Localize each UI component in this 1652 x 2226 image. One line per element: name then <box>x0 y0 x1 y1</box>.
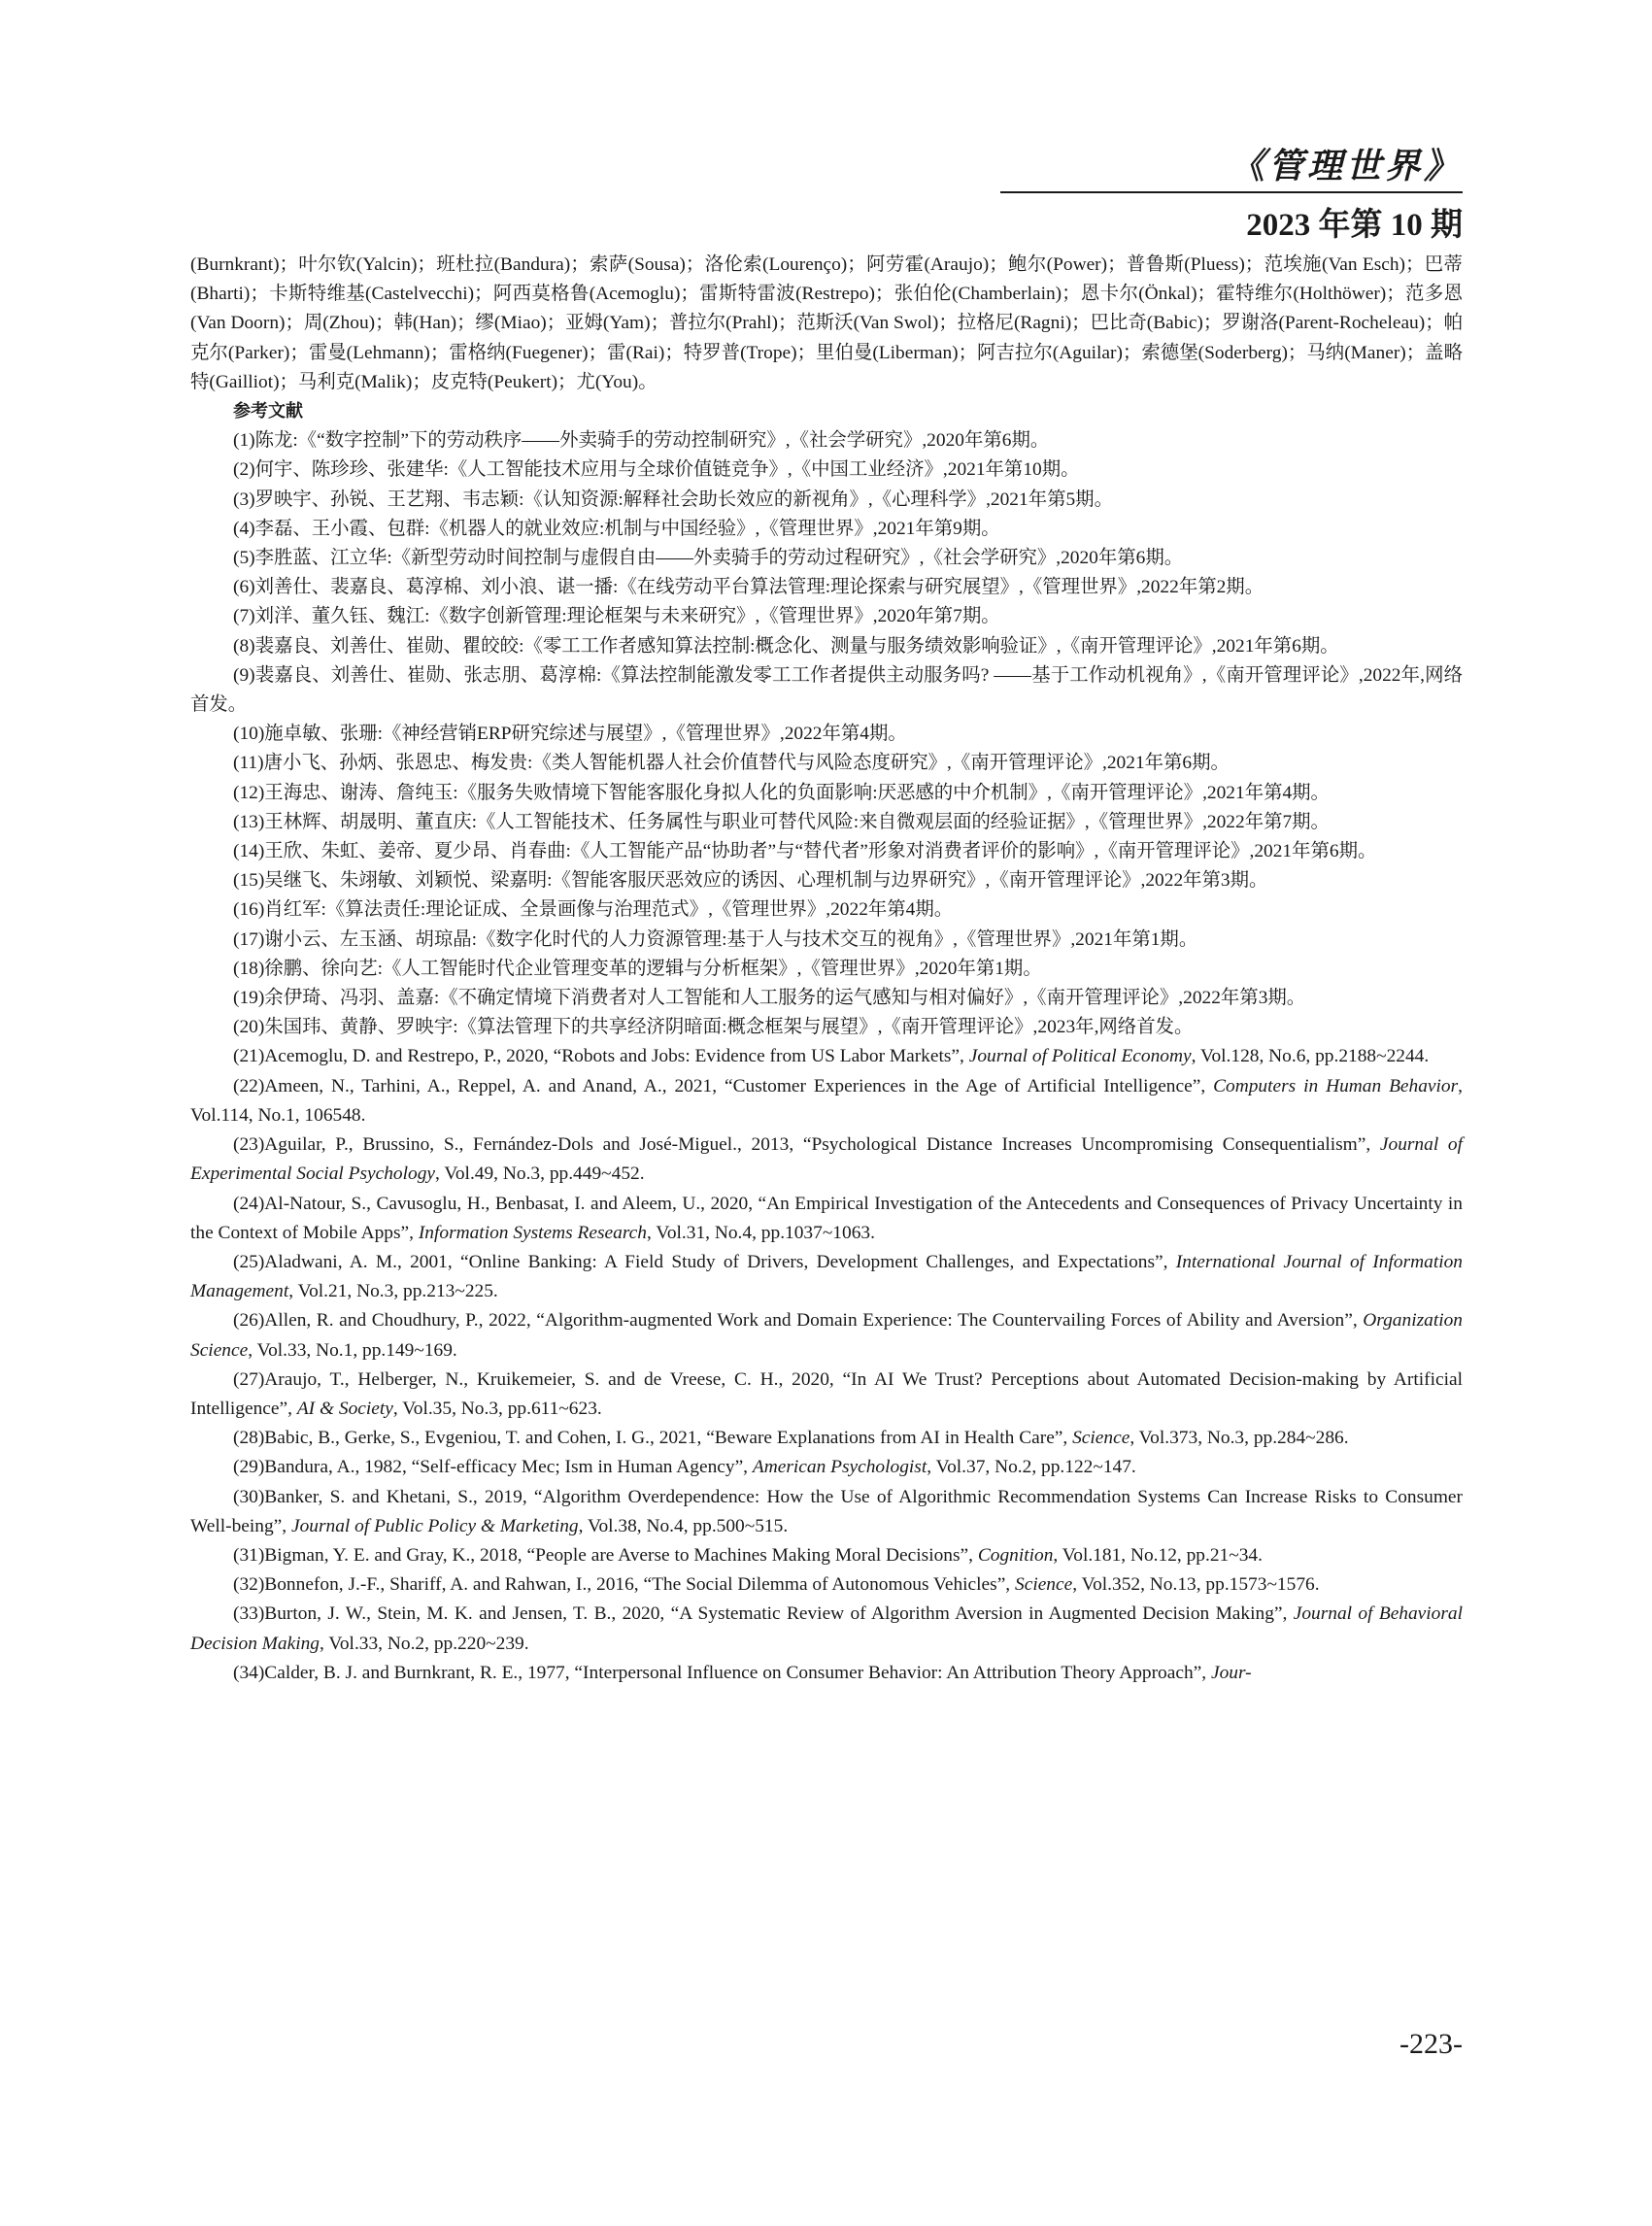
reference-text: (31)Bigman, Y. E. and Gray, K., 2018, “People are Averse to Machines Making Moral Decisions”, <box>233 1544 978 1566</box>
reference-details: , Vol.37, No.2, pp.122~147. <box>927 1457 1136 1478</box>
reference-journal: Science <box>1072 1428 1130 1449</box>
reference-journal: Organization Science <box>190 1310 1463 1361</box>
reference-item <box>190 1366 1463 1424</box>
reference-item <box>190 1453 1463 1482</box>
reference-text: (1)陈龙:《“数字控制”下的劳动秩序——外卖骑手的劳动控制研究》,《社会学研究》,2020年第6期。 <box>233 430 1050 452</box>
reference-item <box>190 1130 1463 1189</box>
reference-item <box>190 632 1463 661</box>
header-rule <box>1000 191 1463 193</box>
reference-text: (21)Acemoglu, D. and Restrepo, P., 2020, “Robots and Jobs: Evidence from US Labor Markets”, <box>233 1046 969 1067</box>
reference-text: (2)何宇、陈珍珍、张建华:《人工智能技术应用与全球价值链竞争》,《中国工业经济》,2021年第10期。 <box>233 459 1080 481</box>
reference-item <box>190 955 1463 984</box>
reference-text: (26)Allen, R. and Choudhury, P., 2022, “Algorithm-augmented Work and Domain Experience: The Countervailing Forces of Ability and Aversion”, <box>233 1310 1364 1332</box>
reference-item <box>190 544 1463 573</box>
reference-details: , Vol.352, No.13, pp.1573~1576. <box>1072 1574 1320 1596</box>
reference-item <box>190 426 1463 455</box>
reference-text: (34)Calder, B. J. and Burnkrant, R. E., 1977, “Interpersonal Influence on Consumer Behavior: An Attribution Theory Approach”, <box>233 1662 1211 1683</box>
reference-text: (12)王海忠、谢涛、詹纯玉:《服务失败情境下智能客服化身拟人化的负面影响:厌恶感的中介机制》,《南开管理评论》,2021年第4期。 <box>233 782 1330 803</box>
reference-item <box>190 573 1463 602</box>
reference-item <box>190 1483 1463 1541</box>
reference-item <box>190 1042 1463 1071</box>
reference-item <box>190 1570 1463 1600</box>
reference-details: , Vol.38, No.4, pp.500~515. <box>578 1515 789 1536</box>
reference-text: (13)王林辉、胡晟明、董直庆:《人工智能技术、任务属性与职业可替代风险:来自微观层面的经验证据》,《管理世界》,2022年第7期。 <box>233 811 1330 832</box>
reference-item <box>190 1306 1463 1365</box>
reference-journal: International Journal of Information Management <box>190 1251 1463 1302</box>
reference-item <box>190 1659 1463 1688</box>
reference-journal: Science <box>1015 1574 1073 1596</box>
reference-details: , Vol.128, No.6, pp.2188~2244. <box>1191 1046 1430 1067</box>
reference-item <box>190 455 1463 485</box>
reference-details: , Vol.33, No.1, pp.149~169. <box>248 1339 457 1361</box>
reference-journal: Jour- <box>1210 1662 1252 1683</box>
reference-text: (27)Araujo, T., Helberger, N., Kruikemeier, S. and de Vreese, C. H., 2020, “In AI We Trust? Perceptions about Automated Decision-making by Artificial Intelligence”, <box>190 1368 1463 1419</box>
reference-details: , Vol.114, No.1, 106548. <box>190 1075 1463 1126</box>
reference-item <box>190 602 1463 631</box>
reference-item <box>190 926 1463 955</box>
reference-text: (7)刘洋、董久钰、魏江:《数字创新管理:理论框架与未来研究》,《管理世界》,2020年第7期。 <box>233 606 1000 627</box>
reference-text: (24)Al-Natour, S., Cavusoglu, H., Benbasat, I. and Aleem, U., 2020, “An Empirical Investigation of the Antecedents and Consequences of Privacy Uncertainty in the Context of Mobile Apps”, <box>190 1193 1463 1243</box>
reference-details: , Vol.181, No.12, pp.21~34. <box>1053 1544 1263 1566</box>
reference-details: , Vol.35, No.3, pp.611~623. <box>392 1398 602 1419</box>
page-content <box>190 251 1463 1688</box>
reference-details: , Vol.33, No.2, pp.220~239. <box>320 1633 529 1654</box>
reference-text: (8)裴嘉良、刘善仕、崔勋、瞿皎皎:《零工工作者感知算法控制:概念化、测量与服务绩效影响验证》,《南开管理评论》,2021年第6期。 <box>233 635 1339 657</box>
reference-text: (30)Banker, S. and Khetani, S., 2019, “Algorithm Overdependence: How the Use of Algorithmic Recommendation Systems Can Increase Risks to Consumer Well-being”, <box>190 1486 1463 1536</box>
reference-item <box>190 1600 1463 1658</box>
reference-item <box>190 720 1463 749</box>
reference-journal: Cognition <box>977 1544 1054 1566</box>
reference-text: (22)Ameen, N., Tarhini, A., Reppel, A. and Anand, A., 2021, “Customer Experiences in the Age of Artificial Intelligence”, <box>233 1075 1214 1096</box>
reference-text: (19)余伊琦、冯羽、盖嘉:《不确定情境下消费者对人工智能和人工服务的运气感知与相对偏好》,《南开管理评论》,2022年第3期。 <box>233 988 1306 1009</box>
reference-journal: Journal of Public Policy & Marketing <box>290 1515 579 1536</box>
reference-item <box>190 1248 1463 1306</box>
reference-item <box>190 808 1463 837</box>
reference-text: (6)刘善仕、裴嘉良、葛淳棉、刘小浪、谌一播:《在线劳动平台算法管理:理论探索与研究展望》,《管理世界》,2022年第2期。 <box>233 577 1264 598</box>
reference-journal: Information Systems Research <box>418 1222 647 1243</box>
reference-text: (11)唐小飞、孙炳、张恩忠、梅发贵:《类人智能机器人社会价值替代与风险态度研究》,《南开管理评论》,2021年第6期。 <box>233 753 1230 774</box>
reference-journal: Journal of Political Economy <box>968 1046 1192 1067</box>
reference-item <box>190 1072 1463 1130</box>
reference-item <box>190 779 1463 808</box>
reference-details: , Vol.49, No.3, pp.449~452. <box>435 1164 645 1185</box>
reference-item <box>190 866 1463 895</box>
reference-text: (25)Aladwani, A. M., 2001, “Online Banking: A Field Study of Drivers, Development Challenges, and Expectations”, <box>233 1251 1176 1272</box>
reference-text: (10)施卓敏、张珊:《神经营销ERP研究综述与展望》,《管理世界》,2022年第4期。 <box>233 724 907 745</box>
reference-journal: Journal of Experimental Social Psychology <box>190 1134 1463 1185</box>
references-heading: 参考文献 <box>233 401 303 422</box>
reference-details: , Vol.21, No.3, pp.213~225. <box>288 1281 498 1302</box>
reference-details: , Vol.31, No.4, pp.1037~1063. <box>647 1222 875 1243</box>
reference-item <box>190 837 1463 866</box>
reference-journal: American Psychologist <box>752 1457 927 1478</box>
reference-item <box>190 661 1463 720</box>
reference-text: (16)肖红军:《算法责任:理论证成、全景画像与治理范式》,《管理世界》,2022年第4期。 <box>233 899 954 921</box>
reference-item <box>190 1190 1463 1248</box>
reference-text: (29)Bandura, A., 1982, “Self-efficacy Mec; Ism in Human Agency”, <box>233 1457 753 1478</box>
reference-item <box>190 1541 1463 1570</box>
reference-text: (4)李磊、王小霞、包群:《机器人的就业效应:机制与中国经验》,《管理世界》,2021年第9期。 <box>233 518 1000 539</box>
reference-text: (32)Bonnefon, J.-F., Shariff, A. and Rahwan, I., 2016, “The Social Dilemma of Autonomous Vehicles”, <box>233 1574 1016 1596</box>
reference-text: (9)裴嘉良、刘善仕、崔勋、张志朋、葛淳棉:《算法控制能激发零工工作者提供主动服务吗? ——基于工作动机视角》,《南开管理评论》,2022年,网络首发。 <box>190 664 1463 716</box>
reference-text: (17)谢小云、左玉涵、胡琼晶:《数字化时代的人力资源管理:基于人与技术交互的视角》,《管理世界》,2021年第1期。 <box>233 928 1198 950</box>
reference-text: (14)王欣、朱虹、姜帝、夏少昂、肖春曲:《人工智能产品“协助者”与“替代者”形象对消费者评价的影响》,《南开管理评论》,2021年第6期。 <box>233 841 1377 862</box>
reference-text: (15)吴继飞、朱翊敏、刘颖悦、梁嘉明:《智能客服厌恶效应的诱因、心理机制与边界研究》,《南开管理评论》,2022年第3期。 <box>233 870 1268 892</box>
reference-text: (33)Burton, J. W., Stein, M. K. and Jensen, T. B., 2020, “A Systematic Review of Algorithm Aversion in Augmented Decision Making”, <box>233 1603 1294 1625</box>
reference-item <box>190 895 1463 925</box>
reference-journal: AI & Society <box>296 1398 393 1419</box>
reference-journal: Journal of Behavioral Decision Making <box>190 1603 1464 1654</box>
journal-name: 《管理世界》 <box>1229 147 1463 186</box>
reference-text: (3)罗映宇、孙锐、王艺翔、韦志颖:《认知资源:解释社会助长效应的新视角》,《心理科学》,2021年第5期。 <box>233 489 1113 510</box>
reference-journal: Computers in Human Behavior <box>1213 1075 1459 1096</box>
reference-text: (18)徐鹏、徐向艺:《人工智能时代企业管理变革的逻辑与分析框架》,《管理世界》,2020年第1期。 <box>233 958 1042 979</box>
reference-details: , Vol.373, No.3, pp.284~286. <box>1129 1428 1349 1449</box>
names-paragraph: (Burnkrant)；叶尔钦(Yalcin)；班杜拉(Bandura)；索萨(Sousa)；洛伦索(Lourenço)；阿劳霍(Araujo)；鲍尔(Power)；普鲁斯(Pluess)；范埃施(Van Esch)；巴蒂(Bharti)；卡斯特维基(Castelvecchi)；阿西莫格鲁(Acemoglu)；雷斯特雷波(Restrepo)；张伯伦(Chamberlain)；恩卡尔(Önkal)；霍特维尔(Holthöwer)；范多恩(Van Doorn)；周(Zhou)；韩(Han)；缪(Miao)；亚姆(Yam)；普拉尔(Prahl)；范斯沃(Van Swol)；拉格尼(Ragni)；巴比奇(Babic)；罗谢洛(Parent-Rocheleau)；帕克尔(Parker)；雷曼(Lehmann)；雷格纳(Fuegener)；雷(Rai)；特罗普(Trope)；里伯曼(Liberman)；阿吉拉尔(Aguilar)；索德堡(Soderberg)；马纳(Maner)；盖略特(Gailliot)；马利克(Malik)；皮克特(Peukert)；尤(You)。 <box>190 254 1463 392</box>
reference-item <box>190 1424 1463 1453</box>
issue-number: 2023 年第 10 期 <box>1246 208 1463 243</box>
page-number: -223- <box>1399 2028 1463 2060</box>
reference-item <box>190 1013 1463 1042</box>
reference-text: (20)朱国玮、黄静、罗映宇:《算法管理下的共享经济阴暗面:概念框架与展望》,《南开管理评论》,2023年,网络首发。 <box>233 1017 1194 1038</box>
reference-item <box>190 749 1463 778</box>
reference-item <box>190 984 1463 1013</box>
reference-text: (23)Aguilar, P., Brussino, S., Fernández-Dols and José-Miguel., 2013, “Psychological Distance Increases Uncompromising Consequentialism”, <box>233 1134 1380 1156</box>
reference-text: (28)Babic, B., Gerke, S., Evgeniou, T. and Cohen, I. G., 2021, “Beware Explanations from AI in Health Care”, <box>233 1428 1073 1449</box>
reference-item <box>190 486 1463 515</box>
reference-item <box>190 515 1463 544</box>
reference-list <box>190 426 1463 1688</box>
reference-text: (5)李胜蓝、江立华:《新型劳动时间控制与虚假自由——外卖骑手的劳动过程研究》,《社会学研究》,2020年第6期。 <box>233 548 1184 569</box>
